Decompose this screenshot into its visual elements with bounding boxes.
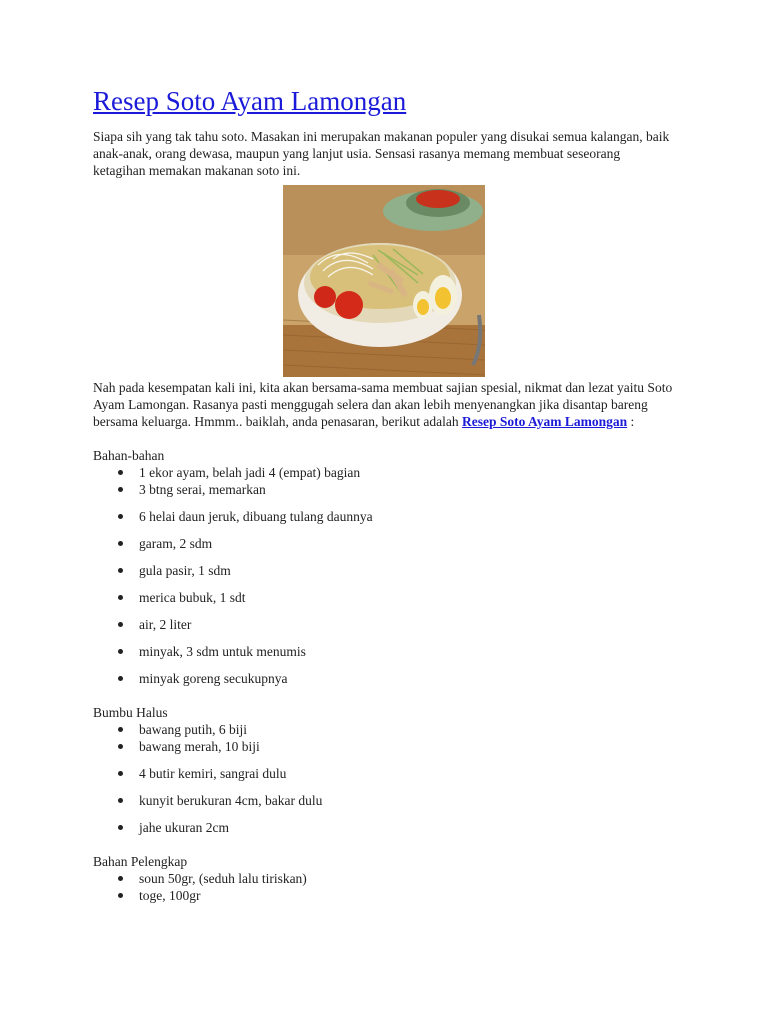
section-heading: Bumbu Halus bbox=[93, 705, 168, 720]
section-bahan bbox=[93, 447, 673, 687]
pelengkap-list bbox=[93, 870, 673, 904]
list-item: merica bubuk, 1 sdt bbox=[139, 589, 673, 606]
list-item: minyak, 3 sdm untuk menumis bbox=[139, 643, 673, 660]
list-item: minyak goreng secukupnya bbox=[139, 670, 673, 687]
list-item: gula pasir, 1 sdm bbox=[139, 562, 673, 579]
section-heading: Bahan-bahan bbox=[93, 448, 165, 463]
list-item: garam, 2 sdm bbox=[139, 535, 673, 552]
paragraph-2-text: Nah pada kesempatan kali ini, kita akan bersama-sama membuat sajian spesial, nikmat dan lezat yaitu Soto Ayam Lamongan. Rasanya pasti menggugah selera dan akan lebih menyenangkan jika disantap bareng bersama keluarga. Hmmm.. baiklah, anda penasaran, berikut adalah bbox=[93, 380, 673, 429]
paragraph-2 bbox=[93, 379, 673, 430]
bahan-list bbox=[93, 464, 673, 687]
tomato-slice bbox=[335, 291, 363, 319]
soto-ayam-photo bbox=[283, 185, 485, 377]
list-item: 6 helai daun jeruk, dibuang tulang daunnya bbox=[139, 508, 673, 525]
document-page bbox=[93, 84, 673, 904]
list-item: soun 50gr, (seduh lalu tiriskan) bbox=[139, 870, 673, 887]
paragraph-2-end: : bbox=[627, 414, 635, 429]
section-pelengkap bbox=[93, 853, 673, 904]
list-item: kunyit berukuran 4cm, bakar dulu bbox=[139, 792, 673, 809]
list-item: jahe ukuran 2cm bbox=[139, 819, 673, 836]
recipe-link[interactable]: Resep Soto Ayam Lamongan bbox=[461, 414, 628, 429]
list-item: bawang merah, 10 biji bbox=[139, 738, 673, 755]
list-item: toge, 100gr bbox=[139, 887, 673, 904]
page-title[interactable]: Resep Soto Ayam Lamongan bbox=[93, 86, 407, 116]
section-bumbu bbox=[93, 704, 673, 836]
sambal-bowl bbox=[416, 190, 460, 208]
intro-paragraph: Siapa sih yang tak tahu soto. Masakan ini merupakan makanan populer yang disukai semua kalangan, baik anak-anak, orang dewasa, maupun yang lanjut usia. Sensasi rasanya memang membuat seseorang ketagihan memakan makanan soto ini. bbox=[93, 129, 670, 178]
bumbu-list bbox=[93, 721, 673, 836]
list-item: 4 butir kemiri, sangrai dulu bbox=[139, 765, 673, 782]
section-heading: Bahan Pelengkap bbox=[93, 854, 188, 869]
list-item: bawang putih, 6 biji bbox=[139, 721, 673, 738]
list-item: 1 ekor ayam, belah jadi 4 (empat) bagian bbox=[139, 464, 673, 481]
list-item: air, 2 liter bbox=[139, 616, 673, 633]
list-item: 3 btng serai, memarkan bbox=[139, 481, 673, 498]
